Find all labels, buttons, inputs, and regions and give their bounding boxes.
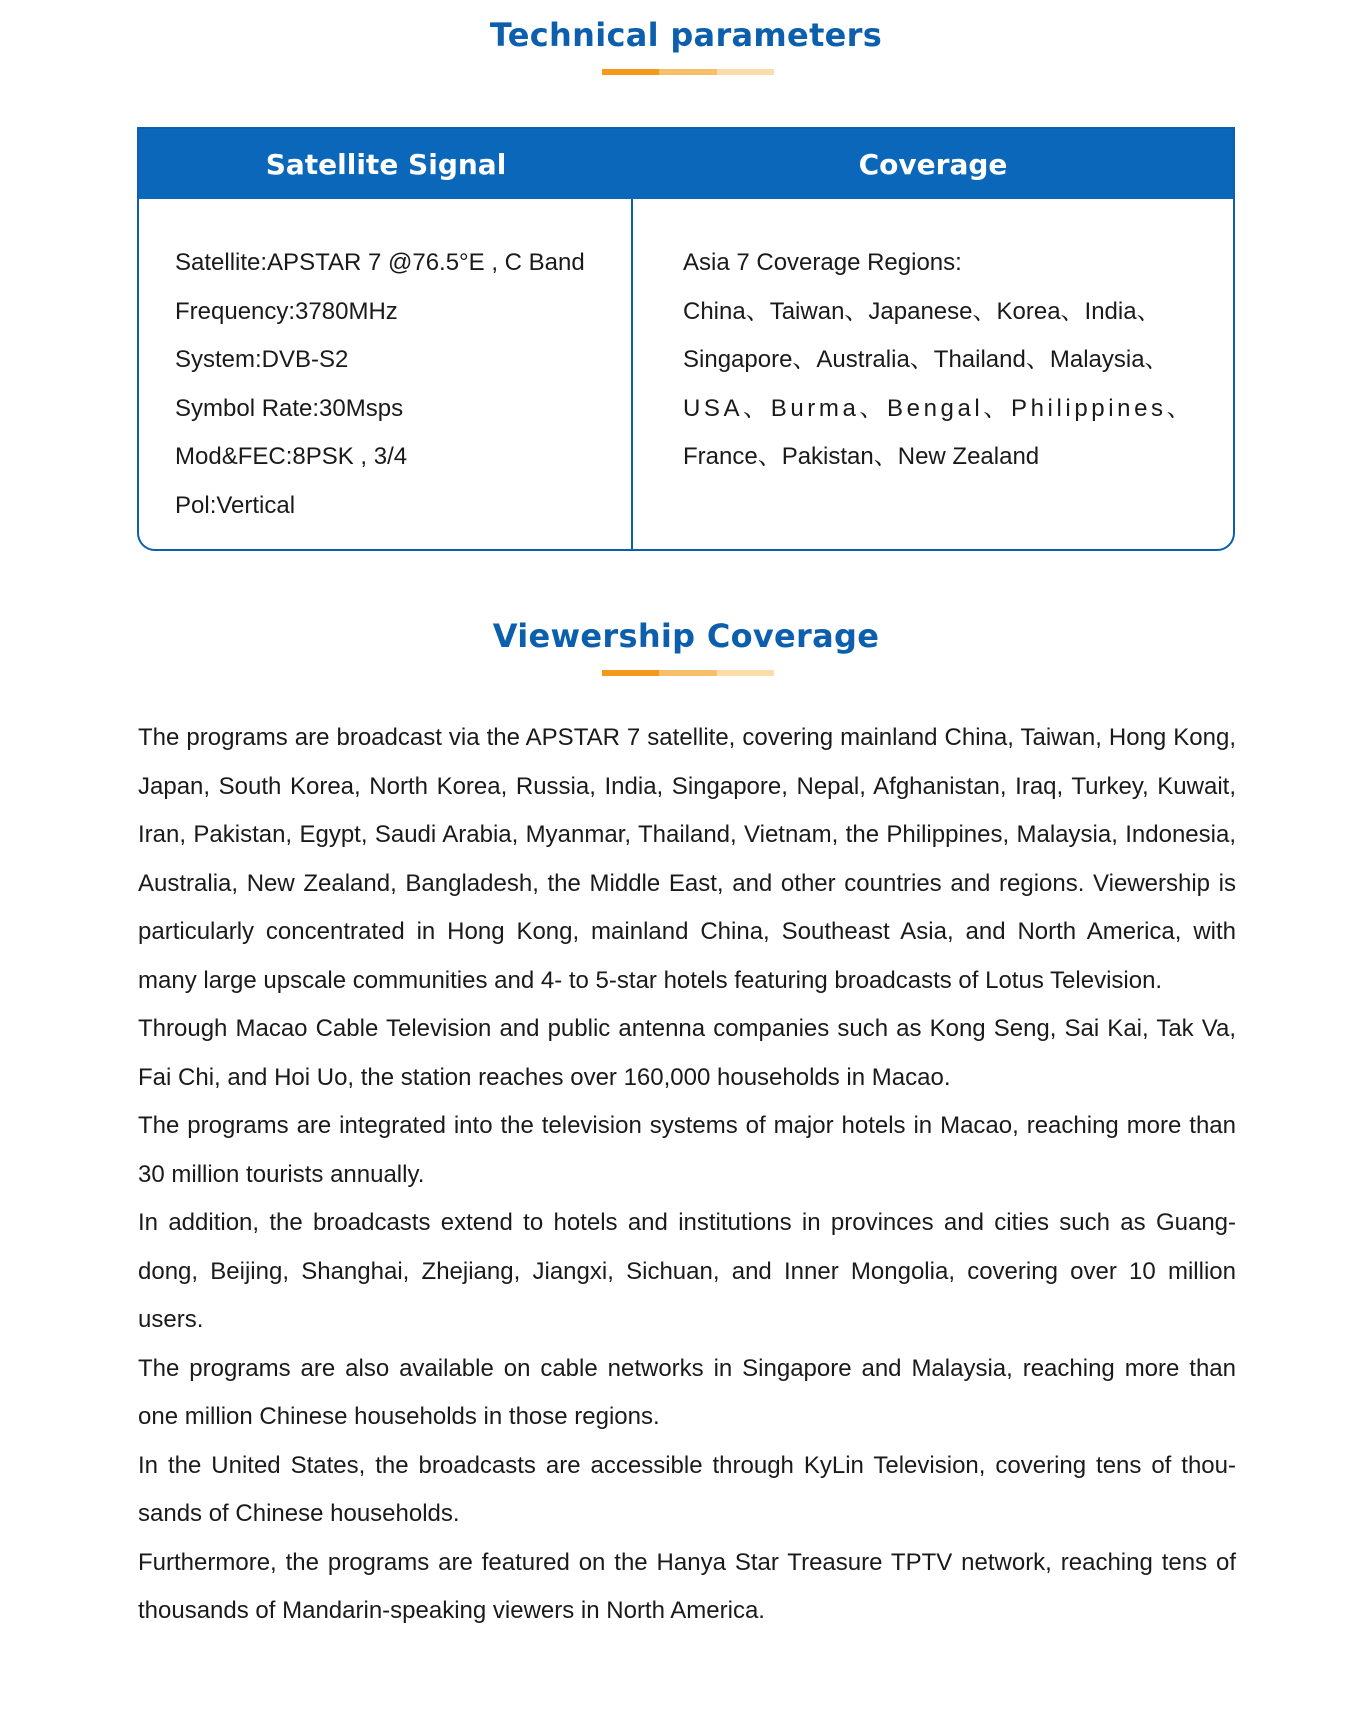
coverage-regions-heading: Asia 7 Coverage Regions: — [683, 249, 962, 276]
viewership-text — [138, 714, 1236, 1636]
coverage-regions-line: USA、Burma、Bengal、Philippines、 — [683, 394, 1195, 422]
satellite-signal-header: Satellite Signal — [265, 147, 507, 181]
polarization-line: Pol:Vertical — [175, 491, 296, 519]
frequency-line: Frequency:3780MHz — [175, 297, 398, 325]
coverage-column — [633, 199, 1233, 549]
viewership-paragraph: Furthermore, the programs are featured on the Hanya Star Treasure TPTV network, reaching tens of thousands of Mandarin-speaking viewers in North America. — [138, 1548, 1236, 1624]
viewership-paragraph: Through Macao Cable Television and public antenna companies such as Kong Seng, Sai Kai, Tak Va, Fai Chi, and Hoi Uo, the station reaches over 160,000 households in Macao. — [138, 1015, 1236, 1091]
technical-title-underline — [602, 69, 774, 75]
viewership-paragraph: In addition, the broadcasts extend to hotels and institutions in provinces and cities such as Guang-dong, Beijing, Shanghai, Zhejiang, Jiangxi, Sichuan, and Inner Mongolia, covering over 10 million users. — [138, 1209, 1236, 1333]
system-line: System:DVB-S2 — [175, 346, 349, 373]
viewership-paragraph: The programs are broadcast via the APSTAR 7 satellite, covering mainland China, Taiwan, Hong Kong, Japan, South Korea, North Korea, Russia, India, Singapore, Nepal, Afghanistan, Iraq, Turkey, Kuwait, Iran, Pakistan, Egypt, Saudi Arabia, Myanmar, Thailand, Vietnam, the Philippines, Malaysia, Indonesia, Australia, New Zealand, Bangladesh, the Middle East, and other countries and regions. Viewership is particularly concentrated in Hong Kong, mainland China, Southeast Asia, and North America, with many large upscale communities and 4- to 5-star hotels featuring broadcasts of Lotus Television. — [138, 724, 1236, 994]
satellite-line: Satellite:APSTAR 7 @76.5°E , C Band — [175, 249, 585, 276]
satellite-signal-column — [139, 199, 633, 549]
table-body — [139, 199, 1233, 549]
coverage-regions-line: France、Pakistan、New Zealand — [683, 443, 1040, 470]
viewership-paragraph: The programs are also available on cable networks in Singapore and Malaysia, reaching more than one million Chinese households in those regions. — [138, 1354, 1236, 1430]
technical-parameters-title: Technical parameters — [489, 16, 883, 54]
viewership-coverage-title: Viewership Coverage — [492, 617, 880, 655]
coverage-regions-line: Singapore、Australia、Thailand、Malaysia、 — [683, 346, 1169, 373]
coverage-regions-line: China、Taiwan、Japanese、Korea、India、 — [683, 297, 1161, 325]
viewership-paragraph: In the United States, the broadcasts are accessible through KyLin Television, covering tens of thou-sands of Chinese households. — [138, 1451, 1236, 1527]
symbol-rate-line: Symbol Rate:30Msps — [175, 394, 404, 422]
table-header — [139, 129, 1233, 199]
viewership-title-underline — [602, 670, 774, 676]
viewership-paragraph: The programs are integrated into the television systems of major hotels in Macao, reaching more than 30 million tourists annually. — [138, 1112, 1236, 1188]
mod-fec-line: Mod&FEC:8PSK , 3/4 — [175, 443, 408, 470]
technical-parameters-table — [137, 127, 1235, 551]
coverage-header: Coverage — [858, 147, 1008, 181]
